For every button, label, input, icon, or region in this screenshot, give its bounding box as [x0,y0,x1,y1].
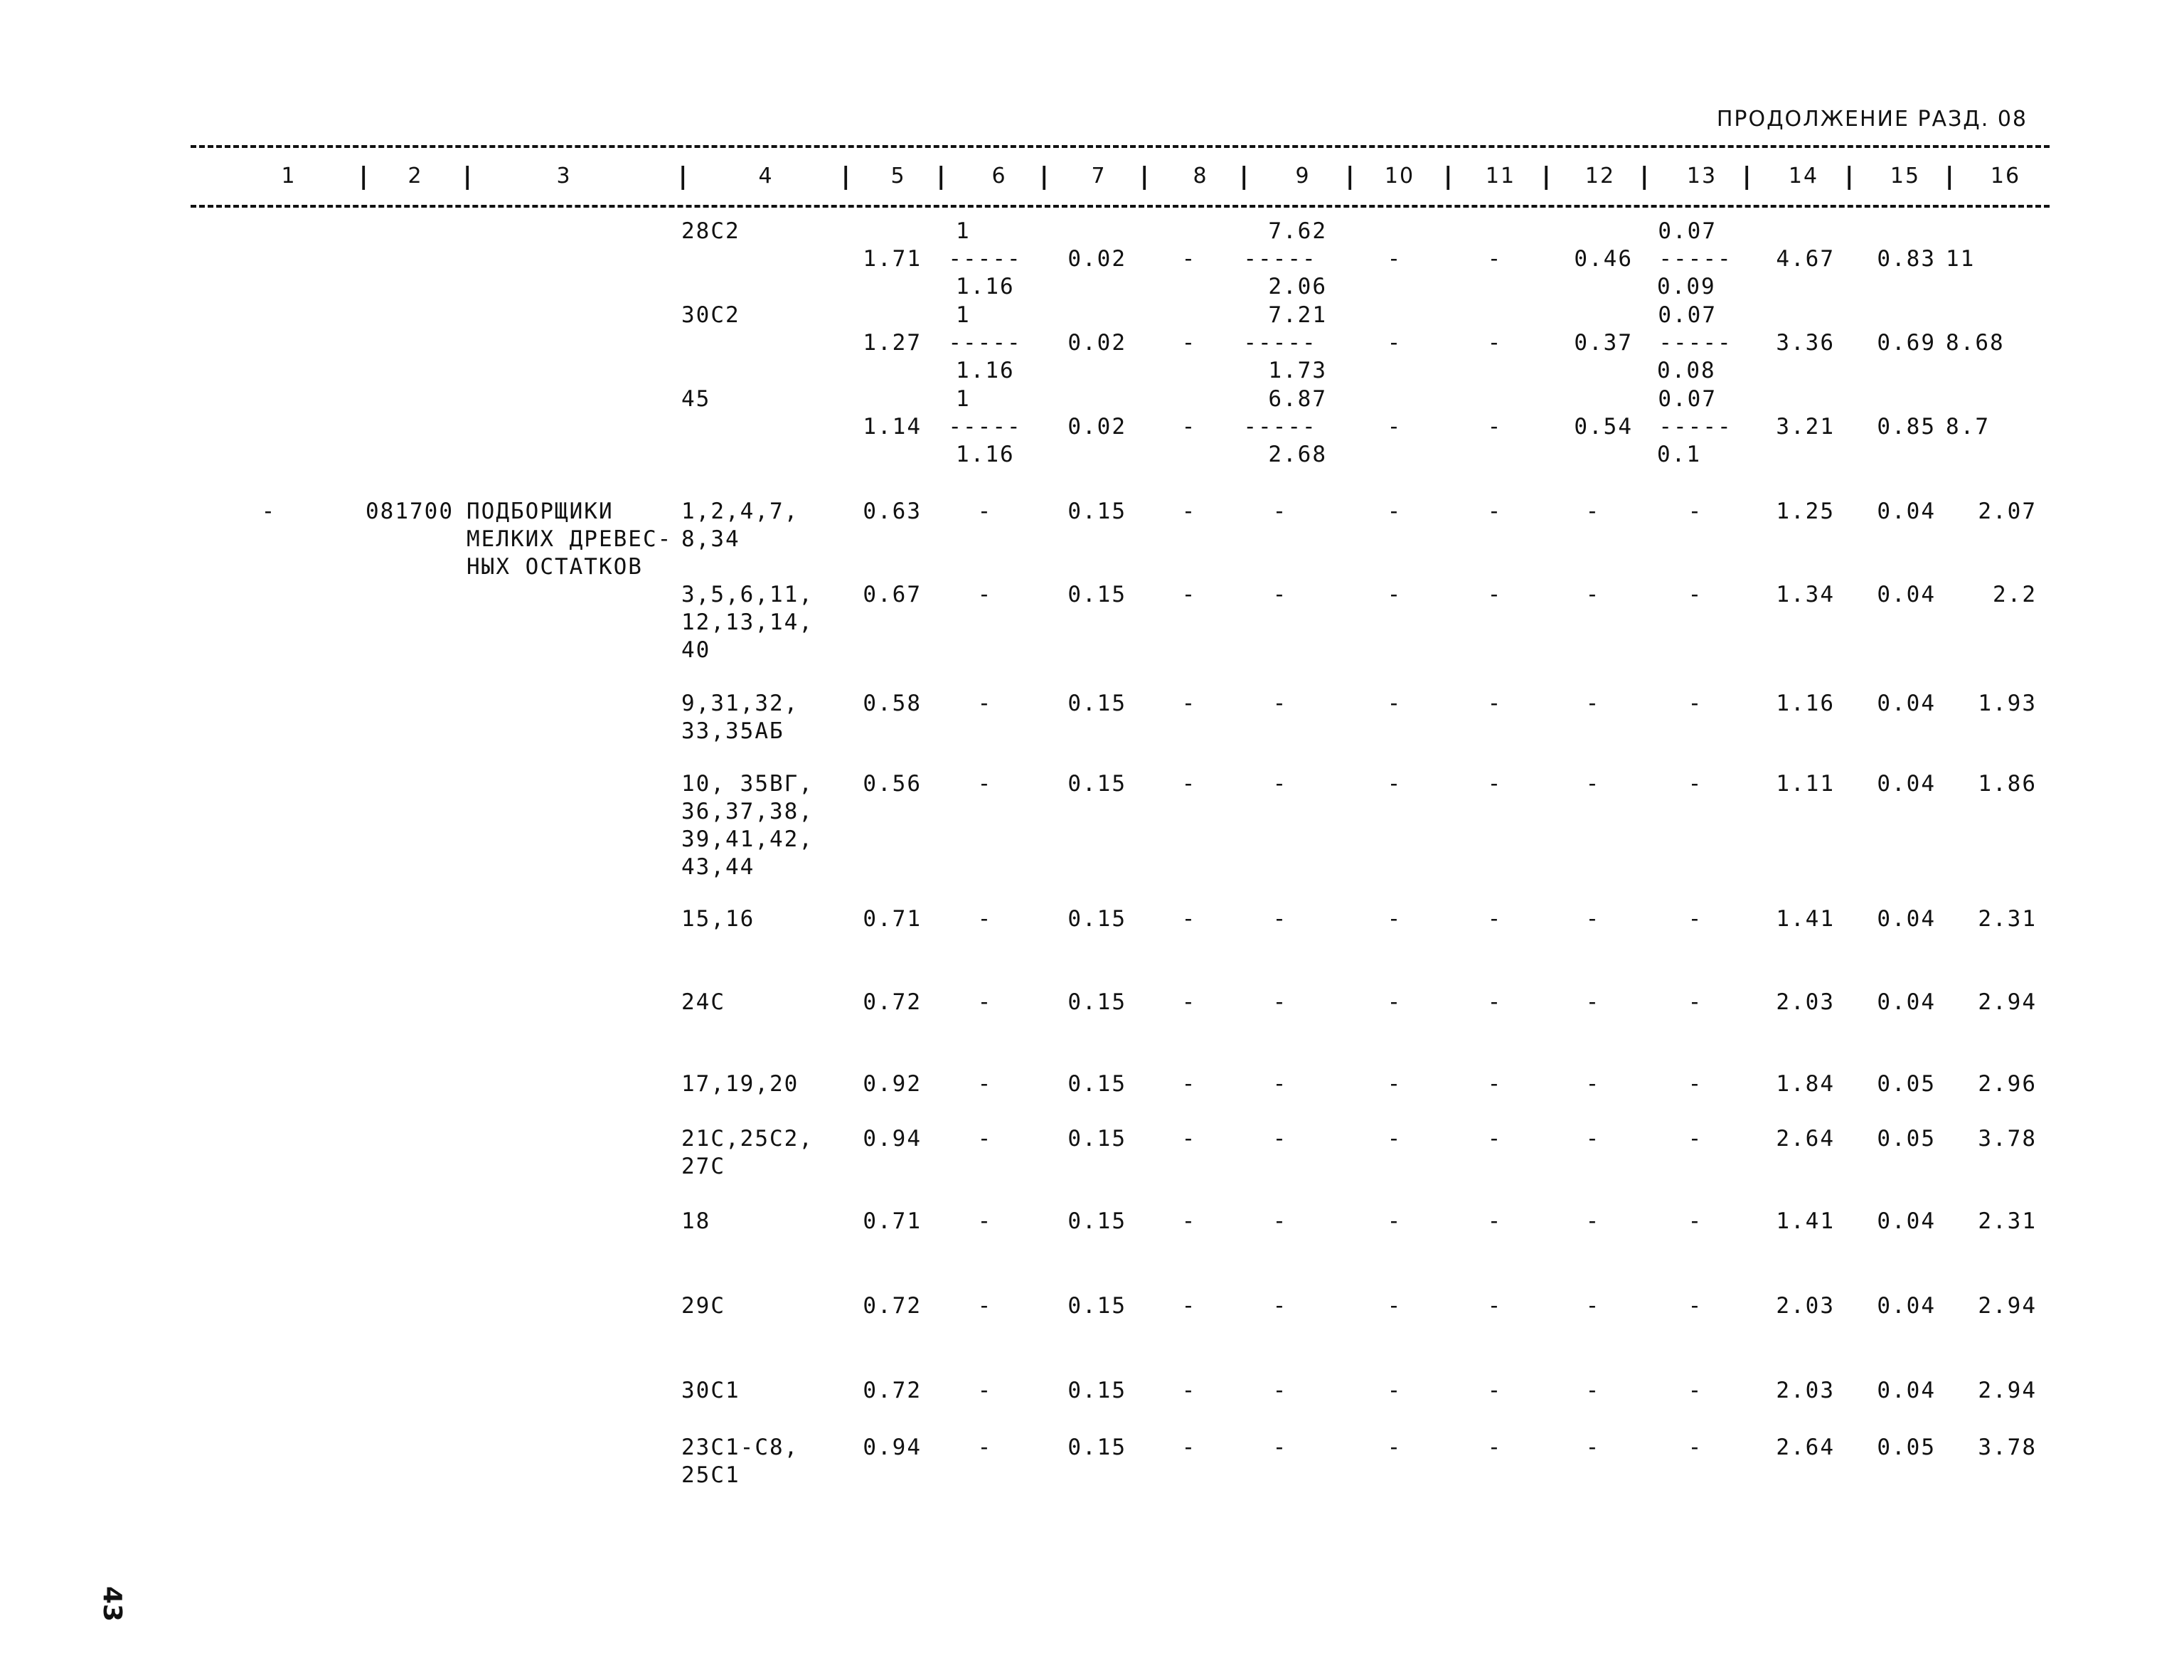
cell-c5: 0.58 [863,691,922,716]
column-header-3: 3 [556,164,572,188]
cell-c9: - [1272,1071,1288,1097]
cell-c16: 8.68 [1946,330,2005,356]
cell-c4: 8,34 [681,526,740,552]
column-header-11: 11 [1485,164,1516,188]
cell-c6-denominator: 1.16 [956,274,1015,299]
cell-c15: 0.05 [1877,1126,1936,1152]
cell-c5: 1.71 [863,246,922,272]
cell-c16: 1.86 [1978,771,2037,797]
cell-c13: - [1688,1126,1703,1152]
cell-c5: 1.14 [863,414,922,440]
cell-c15: 0.05 [1877,1071,1936,1097]
cell-c13-numerator: 0.07 [1658,218,1717,244]
cell-c6-numerator: 1 [956,218,971,244]
cell-c4: 30С1 [681,1378,740,1403]
cell-c10: - [1387,582,1402,607]
cell-c14: 1.11 [1776,771,1835,797]
cell-c8: - [1181,771,1197,797]
cell-c5: 0.71 [863,906,922,932]
cell-c16: 2.94 [1978,989,2037,1015]
cell-c8: - [1181,414,1197,440]
cell-c12: - [1585,1293,1601,1319]
cell-c16: 2.31 [1978,1208,2037,1234]
cell-c12: 0.46 [1574,246,1633,272]
group-name-line: МЕЛКИХ ДРЕВЕС- [467,526,673,552]
column-separator: | [463,162,472,191]
cell-c6: - [977,1435,993,1460]
fraction-line: ----- [1658,330,1732,356]
cell-c8: - [1181,1378,1197,1403]
cell-c11: - [1487,582,1503,607]
cell-c6: - [977,771,993,797]
column-separator: | [841,162,851,191]
cell-c6: - [977,582,993,607]
cell-c9-numerator: 7.62 [1268,218,1327,244]
cell-c8: - [1181,582,1197,607]
column-separator: | [1945,162,1954,191]
cell-c13: - [1688,1435,1703,1460]
cell-c9: - [1272,906,1288,932]
cell-c12: 0.54 [1574,414,1633,440]
cell-c13-denominator: 0.09 [1657,274,1716,299]
cell-c6: - [977,1208,993,1234]
cell-c9: - [1272,989,1288,1015]
cell-c13: - [1688,906,1703,932]
cell-c15: 0.04 [1877,906,1936,932]
cell-c14: 1.34 [1776,582,1835,607]
cell-c4: 17,19,20 [681,1071,799,1097]
cell-c9: - [1272,1126,1288,1152]
column-separator: | [1742,162,1752,191]
section-title: ПРОДОЛЖЕНИЕ РАЗД. 08 [1716,107,2028,132]
cell-c9: - [1272,771,1288,797]
cell-c9-denominator: 2.06 [1268,274,1327,299]
cell-c13: - [1688,771,1703,797]
cell-c5: 0.67 [863,582,922,607]
cell-c12: - [1585,499,1601,524]
cell-c14: 1.84 [1776,1071,1835,1097]
cell-c10: - [1387,1293,1402,1319]
cell-c12: - [1585,1378,1601,1403]
cell-c8: - [1181,1435,1197,1460]
cell-c7: 0.15 [1067,1126,1126,1152]
cell-c7: 0.15 [1067,1071,1126,1097]
cell-c9: - [1272,1208,1288,1234]
fraction-line: ----- [948,246,1022,272]
cell-c15: 0.04 [1877,989,1936,1015]
column-header-15: 15 [1890,164,1921,188]
cell-c11: - [1487,330,1503,356]
column-header-5: 5 [890,164,906,188]
cell-c15: 0.04 [1877,691,1936,716]
cell-c15: 0.04 [1877,1293,1936,1319]
cell-c4: 1,2,4,7, [681,499,799,524]
cell-c10: - [1387,691,1402,716]
cell-c9: - [1272,499,1288,524]
column-header-10: 10 [1384,164,1415,188]
cell-c4: 40 [681,637,711,663]
cell-c4: 9,31,32, [681,691,799,716]
cell-c14: 1.41 [1776,1208,1835,1234]
cell-c15: 0.04 [1877,771,1936,797]
cell-c11: - [1487,691,1503,716]
cell-c4: 43,44 [681,854,755,880]
cell-c6: - [977,989,993,1015]
cell-c10: - [1387,246,1402,272]
cell-c4: 27С [681,1154,725,1179]
column-separator: | [1346,162,1355,191]
cell-c16: 3.78 [1978,1126,2037,1152]
cell-c12: 0.37 [1574,330,1633,356]
cell-c13-numerator: 0.07 [1658,302,1717,328]
cell-c16: 8.7 [1946,414,1990,440]
cell-c13: - [1688,582,1703,607]
cell-c7: 0.02 [1067,330,1126,356]
cell-c9: - [1272,1293,1288,1319]
cell-c8: - [1181,1126,1197,1152]
cell-c11: - [1487,1435,1503,1460]
cell-c4: 18 [681,1208,711,1234]
cell-c12: - [1585,582,1601,607]
fraction-line: ----- [1658,414,1732,440]
column-separator: | [1444,162,1453,191]
column-separator: | [1542,162,1551,191]
column-separator: | [678,162,688,191]
cell-c9: - [1272,1435,1288,1460]
cell-c5: 0.72 [863,989,922,1015]
cell-c4: 3,5,6,11, [681,582,814,607]
cell-c9: - [1272,582,1288,607]
cell-c13: - [1688,989,1703,1015]
cell-c5: 0.94 [863,1435,922,1460]
column-separator: | [937,162,946,191]
cell-c6-numerator: 1 [956,386,971,412]
cell-c9: - [1272,1378,1288,1403]
cell-c7: 0.02 [1067,414,1126,440]
cell-c7: 0.15 [1067,1208,1126,1234]
cell-c11: - [1487,771,1503,797]
group-code: 081700 [366,499,454,524]
cell-c4: 36,37,38, [681,799,814,824]
cell-c6: - [977,499,993,524]
cell-c10: - [1387,989,1402,1015]
cell-c4: 10, 35ВГ, [681,771,814,797]
cell-c14: 4.67 [1776,246,1835,272]
cell-c16: 2.96 [1978,1071,2037,1097]
cell-c10: - [1387,1378,1402,1403]
fraction-line: ----- [1243,330,1317,356]
cell-c4: 39,41,42, [681,826,814,852]
cell-c14: 2.64 [1776,1126,1835,1152]
cell-c7: 0.15 [1067,582,1126,607]
cell-c16: 3.78 [1978,1435,2037,1460]
cell-c6: - [977,691,993,716]
cell-c7: 0.15 [1067,771,1126,797]
cell-c11: - [1487,1293,1503,1319]
column-header-9: 9 [1295,164,1311,188]
cell-c10: - [1387,414,1402,440]
column-separator: | [1040,162,1049,191]
cell-c7: 0.15 [1067,1293,1126,1319]
cell-c15: 0.69 [1877,330,1936,356]
fraction-line: ----- [948,330,1022,356]
page-number: 43 [97,1586,127,1622]
cell-c4: 24С [681,989,725,1015]
cell-c14: 2.64 [1776,1435,1835,1460]
cell-c10: - [1387,1126,1402,1152]
cell-c5: 0.63 [863,499,922,524]
fraction-line: ----- [1243,414,1317,440]
cell-c14: 2.03 [1776,989,1835,1015]
column-header-16: 16 [1990,164,2021,188]
header-top-rule [191,145,2050,148]
column-separator: | [1640,162,1649,191]
column-header-2: 2 [407,164,423,188]
cell-c13-numerator: 0.07 [1658,386,1717,412]
cell-c6-numerator: 1 [956,302,971,328]
cell-c15: 0.85 [1877,414,1936,440]
cell-c10: - [1387,1071,1402,1097]
cell-c5: 1.27 [863,330,922,356]
cell-c4: 45 [681,386,711,412]
column-header-1: 1 [281,164,297,188]
cell-c13: - [1688,691,1703,716]
cell-c7: 0.15 [1067,906,1126,932]
cell-c8: - [1181,1208,1197,1234]
column-header-13: 13 [1686,164,1717,188]
cell-c8: - [1181,1293,1197,1319]
cell-c11: - [1487,499,1503,524]
cell-c4: 29С [681,1293,725,1319]
cell-c11: - [1487,1126,1503,1152]
cell-c14: 2.03 [1776,1293,1835,1319]
fraction-line: ----- [1243,246,1317,272]
cell-c8: - [1181,989,1197,1015]
cell-c7: 0.15 [1067,691,1126,716]
cell-c10: - [1387,771,1402,797]
cell-c14: 1.25 [1776,499,1835,524]
cell-c11: - [1487,1208,1503,1234]
cell-c12: - [1585,1071,1601,1097]
cell-c8: - [1181,330,1197,356]
cell-c8: - [1181,246,1197,272]
cell-c8: - [1181,1071,1197,1097]
cell-c13-denominator: 0.08 [1657,358,1716,383]
cell-c4: 25С1 [681,1462,740,1488]
column-header-6: 6 [991,164,1007,188]
cell-c13: - [1688,1378,1703,1403]
cell-c11: - [1487,906,1503,932]
cell-c10: - [1387,499,1402,524]
cell-c9-denominator: 2.68 [1268,442,1327,467]
cell-c12: - [1585,1435,1601,1460]
cell-c13-denominator: 0.1 [1657,442,1701,467]
cell-c10: - [1387,1435,1402,1460]
cell-c12: - [1585,691,1601,716]
column-header-7: 7 [1091,164,1107,188]
cell-c4: 30С2 [681,302,740,328]
cell-c9: - [1272,691,1288,716]
cell-c4: 33,35АБ [681,718,784,744]
column-separator: | [359,162,368,191]
column-separator: | [1845,162,1854,191]
cell-c16: 1.93 [1978,691,2037,716]
cell-c6: - [977,1126,993,1152]
cell-c14: 3.36 [1776,330,1835,356]
cell-c7: 0.15 [1067,499,1126,524]
cell-c13: - [1688,1071,1703,1097]
cell-c4: 23С1-С8, [681,1435,799,1460]
cell-c9-denominator: 1.73 [1268,358,1327,383]
cell-c12: - [1585,1126,1601,1152]
group-name-line: ПОДБОРЩИКИ [467,499,614,524]
group-name-line: НЫХ ОСТАТКОВ [467,554,643,580]
column-header-8: 8 [1193,164,1208,188]
column-header-14: 14 [1788,164,1819,188]
cell-c14: 3.21 [1776,414,1835,440]
cell-c6: - [977,1378,993,1403]
cell-c6: - [977,906,993,932]
cell-c8: - [1181,691,1197,716]
cell-c7: 0.15 [1067,1435,1126,1460]
cell-c5: 0.92 [863,1071,922,1097]
cell-c14: 2.03 [1776,1378,1835,1403]
cell-c5: 0.72 [863,1293,922,1319]
cell-c7: 0.02 [1067,246,1126,272]
column-separator: | [1140,162,1149,191]
cell-c12: - [1585,771,1601,797]
cell-c11: - [1487,246,1503,272]
cell-c9-numerator: 7.21 [1268,302,1327,328]
cell-c14: 1.41 [1776,906,1835,932]
column-header-12: 12 [1584,164,1616,188]
cell-c4: 12,13,14, [681,610,814,635]
cell-c16: 2.2 [1993,582,2037,607]
cell-c16: 2.31 [1978,906,2037,932]
cell-c11: - [1487,1071,1503,1097]
cell-c6-denominator: 1.16 [956,442,1015,467]
cell-c6-denominator: 1.16 [956,358,1015,383]
cell-c15: 0.04 [1877,499,1936,524]
cell-c10: - [1387,1208,1402,1234]
cell-c12: - [1585,906,1601,932]
cell-c5: 0.71 [863,1208,922,1234]
cell-c12: - [1585,1208,1601,1234]
cell-c11: - [1487,414,1503,440]
cell-c4: 28С2 [681,218,740,244]
cell-c16: 2.07 [1978,499,2037,524]
cell-c15: 0.04 [1877,1378,1936,1403]
cell-c16: 11 [1946,246,1976,272]
cell-c8: - [1181,906,1197,932]
cell-c6: - [977,1071,993,1097]
cell-c11: - [1487,1378,1503,1403]
cell-c14: 1.16 [1776,691,1835,716]
cell-c12: - [1585,989,1601,1015]
cell-c15: 0.05 [1877,1435,1936,1460]
cell-c15: 0.04 [1877,582,1936,607]
cell-c15: 0.83 [1877,246,1936,272]
fraction-line: ----- [1658,246,1732,272]
cell-c7: 0.15 [1067,1378,1126,1403]
cell-c10: - [1387,330,1402,356]
cell-c5: 0.94 [863,1126,922,1152]
cell-c4: 21С,25С2, [681,1126,814,1152]
cell-c15: 0.04 [1877,1208,1936,1234]
cell-c7: 0.15 [1067,989,1126,1015]
header-bottom-rule [191,205,2050,208]
column-header-4: 4 [758,164,774,188]
group-c1: - [261,499,277,524]
cell-c13: - [1688,1293,1703,1319]
cell-c6: - [977,1293,993,1319]
cell-c13: - [1688,499,1703,524]
cell-c16: 2.94 [1978,1293,2037,1319]
cell-c5: 0.72 [863,1378,922,1403]
cell-c4: 15,16 [681,906,755,932]
column-separator: | [1240,162,1249,191]
cell-c10: - [1387,906,1402,932]
cell-c8: - [1181,499,1197,524]
cell-c16: 2.94 [1978,1378,2037,1403]
cell-c11: - [1487,989,1503,1015]
fraction-line: ----- [948,414,1022,440]
cell-c5: 0.56 [863,771,922,797]
cell-c9-numerator: 6.87 [1268,386,1327,412]
cell-c13: - [1688,1208,1703,1234]
